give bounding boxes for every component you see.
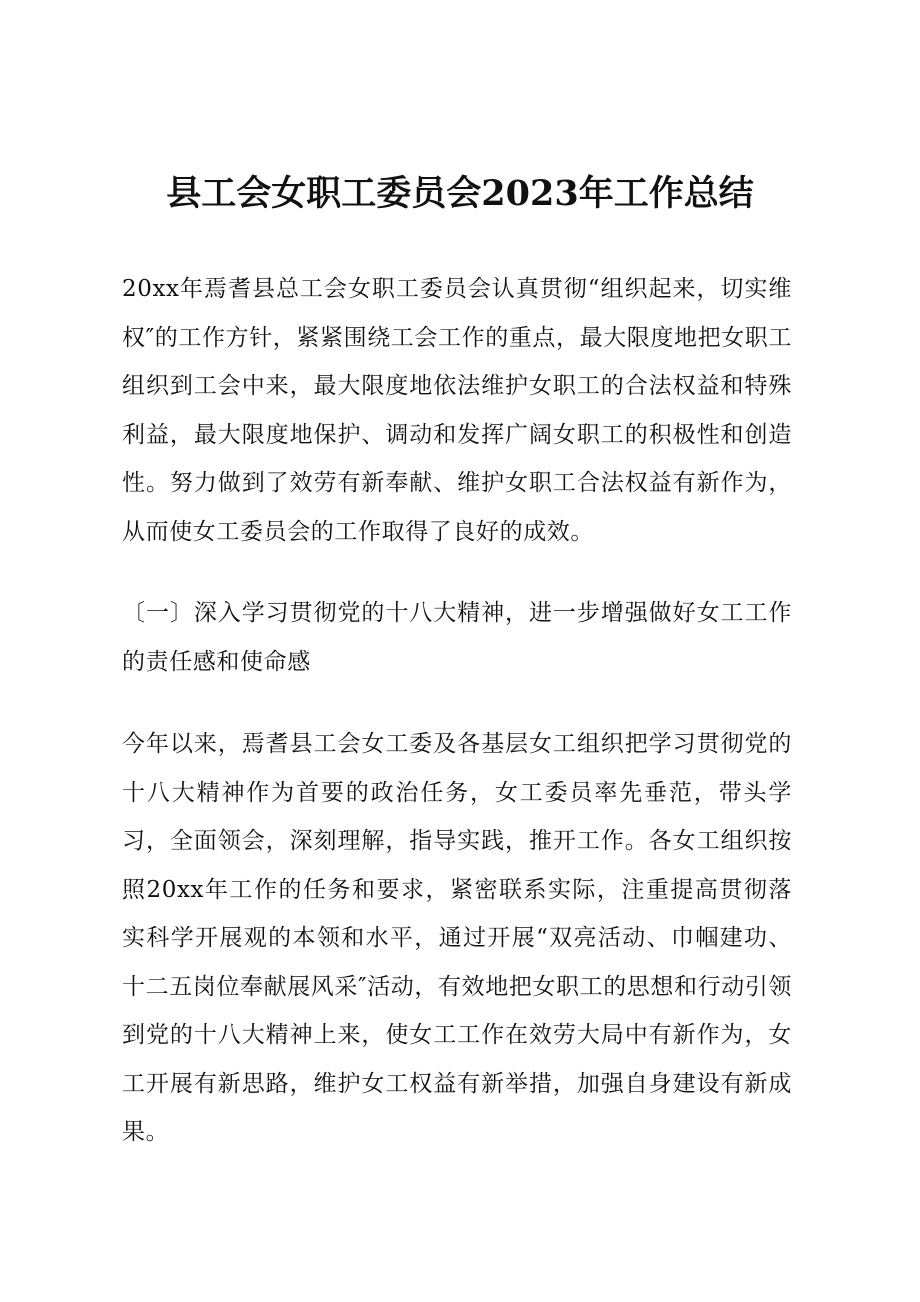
section-heading: 〔一〕深入学习贯彻党的十八大精神，进一步增强做好女工工作的责任感和使命感: [122, 600, 792, 675]
document-title: 县工会女职工委员会2023年工作总结: [166, 173, 754, 214]
body-paragraph: 今年以来，焉耆县工会女工委及各基层女工组织把学习贯彻党的十八大精神作为首要的政治任务，女工委员率先垂范，带头学习，全面领会，深刻理解，指导实践，推开工作。各女工组织按照20xx年工作的任务和要求，紧密联系实际，注重提高贯彻落实科学开展观的本领和水平，通过开展“双亮活动、巾帼建功、十二五岗位奉献展风采″活动，有效地把女职工的思想和行动引领到党的十八大精神上来，使女工工作在效劳大局中有新作为，女工开展有新思路，维护女工权益有新举措，加强自身建设有新成果。: [122, 731, 792, 1145]
intro-paragraph: 20xx年焉耆县总工会女职工委员会认真贯彻“组织起来，切实维权″的工作方针，紧紧围绕工会工作的重点，最大限度地把女职工组织到工会中来，最大限度地依法维护女职工的合法权益和特殊利益，最大限度地保护、调动和发挥广阔女职工的积极性和创造性。努力做到了效劳有新奉献、维护女职工合法权益有新作为，从而使女工委员会的工作取得了良好的成效。: [122, 276, 792, 545]
